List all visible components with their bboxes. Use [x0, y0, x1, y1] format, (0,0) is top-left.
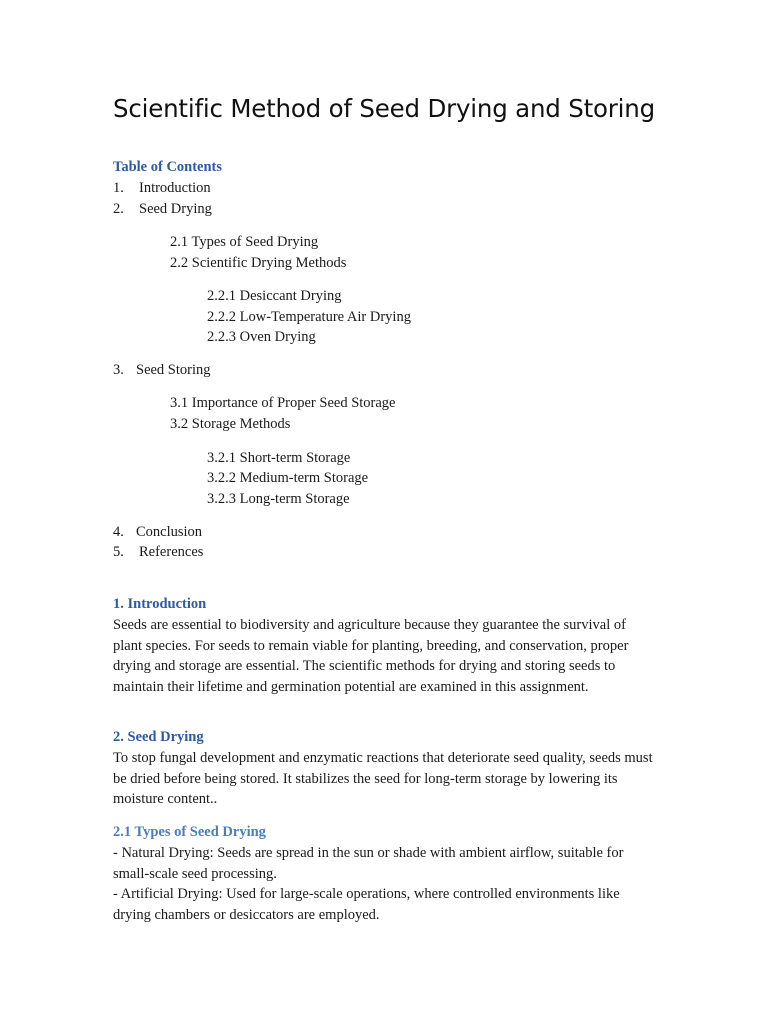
introduction-paragraph: Seeds are essential to biodiversity and agriculture because they guarantee the survival of plant species. For seeds to remain viable for planting, breeding, and conservation, proper drying and storage are essential. The scientific methods for drying and storing seeds to maintain their lifetime and germination potential are examined in this assignment. — [113, 617, 629, 696]
toc-item-conclusion — [113, 522, 202, 543]
toc-item-label: Seed Storing — [136, 362, 211, 378]
toc-heading: Table of Contents — [113, 159, 223, 175]
toc-item-medium-term-storage: 3.2.2 Medium-term Storage — [207, 470, 369, 486]
toc-item-references — [113, 542, 203, 563]
toc-item-label: Seed Drying — [139, 201, 212, 217]
artificial-drying-paragraph: - Artificial Drying: Used for large-scale operations, where controlled environments like drying chambers or desiccators are employed. — [113, 886, 620, 923]
toc-item-label: Introduction — [139, 180, 211, 196]
toc-item-introduction — [113, 178, 211, 199]
toc-item-number: 1. — [113, 180, 124, 196]
seed-drying-paragraph: To stop fungal development and enzymatic reactions that deteriorate seed quality, seeds must be dried before being stored. It stabilizes the seed for long-term storage by lowering its moisture content.. — [113, 750, 653, 808]
subsection-heading-types-of-seed-drying: 2.1 Types of Seed Drying — [113, 824, 266, 840]
toc-item-seed-drying — [113, 199, 212, 220]
toc-item-scientific-drying-methods: 2.2 Scientific Drying Methods — [170, 255, 347, 271]
section-heading-seed-drying: 2. Seed Drying — [113, 729, 204, 745]
toc-item-desiccant-drying: 2.2.1 Desiccant Drying — [207, 288, 342, 304]
toc-item-types-of-seed-drying: 2.1 Types of Seed Drying — [170, 234, 319, 250]
toc-item-long-term-storage: 3.2.3 Long-term Storage — [207, 491, 350, 507]
toc-item-number: 2. — [113, 201, 124, 217]
toc-item-storage-methods: 3.2 Storage Methods — [170, 416, 291, 432]
toc-item-seed-storing — [113, 360, 211, 381]
toc-item-label: References — [139, 544, 204, 560]
toc-item-short-term-storage: 3.2.1 Short-term Storage — [207, 450, 351, 466]
toc-item-label: Conclusion — [136, 524, 203, 540]
toc-item-number: 3. — [113, 362, 124, 378]
natural-drying-paragraph: - Natural Drying: Seeds are spread in the sun or shade with ambient airflow, suitable for small-scale seed processing. — [113, 845, 624, 882]
toc-item-importance-of-proper-seed-storage: 3.1 Importance of Proper Seed Storage — [170, 395, 396, 411]
toc-item-low-temperature-air-drying: 2.2.2 Low-Temperature Air Drying — [207, 309, 411, 325]
toc-item-number: 5. — [113, 544, 124, 560]
document-title: Scientific Method of Seed Drying and Storing — [113, 94, 655, 123]
toc-item-number: 4. — [113, 524, 124, 540]
section-heading-introduction: 1. Introduction — [113, 596, 207, 612]
toc-item-oven-drying: 2.2.3 Oven Drying — [207, 329, 316, 345]
